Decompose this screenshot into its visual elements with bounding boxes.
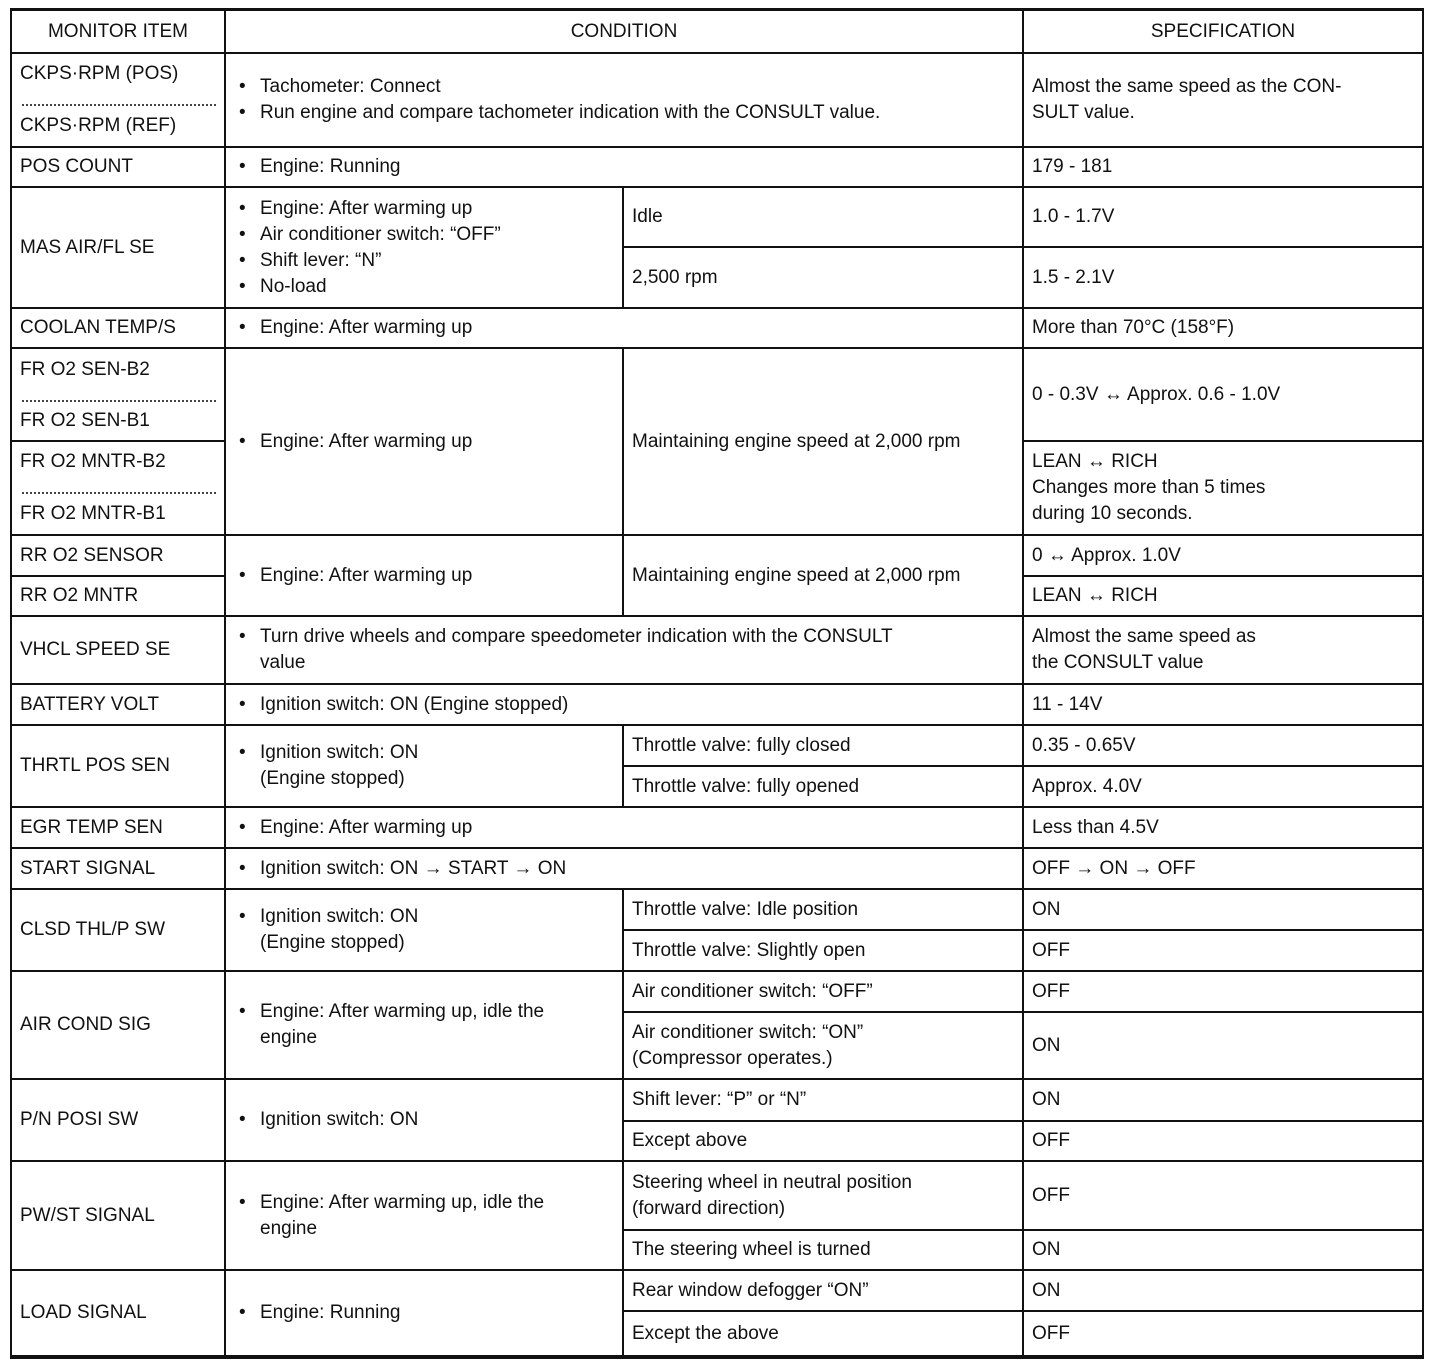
condition-start-signal: • Ignition switch: ON → START → ON <box>236 849 1016 888</box>
spec-load-except: OFF <box>1032 1322 1070 1344</box>
spec-vhcl-speed: Almost the same speed as the CONSULT value <box>1032 626 1256 673</box>
condition-coolant-temp: • Engine: After warming up <box>236 309 1016 347</box>
spec-mas-air-idle: 1.0 - 1.7V <box>1032 206 1115 227</box>
spec-fr-o2-mntr: LEAN ↔ RICH Changes more than 5 times during 10 seconds. <box>1032 451 1266 524</box>
item-fr-o2-mntr-b1: FR O2 MNTR-B1 <box>20 503 166 524</box>
item-battery-volt: BATTERY VOLT <box>20 693 160 715</box>
condition-pwst-signal: • Engine: After warming up, idle the engine <box>236 1162 620 1269</box>
condition-vhcl-speed: • Turn drive wheels and compare speedometer indication with the CONSULT value <box>236 617 1016 683</box>
condition-thrtl-pos: • Ignition switch: ON (Engine stopped) <box>236 726 620 806</box>
condition-rr-o2: • Engine: After warming up <box>236 536 620 615</box>
subcondition-mas-air-idle: Idle <box>632 206 663 227</box>
spec-battery-volt: 11 - 14V <box>1032 693 1103 715</box>
condition-load-signal: • Engine: Running <box>236 1271 620 1355</box>
item-egr-temp: EGR TEMP SEN <box>20 816 163 838</box>
dotted-divider <box>22 492 216 494</box>
spec-pos-count: 179 - 181 <box>1032 156 1113 177</box>
subcondition-pwst-neutral: Steering wheel in neutral position (forward direction) <box>632 1171 912 1219</box>
item-load-signal: LOAD SIGNAL <box>20 1302 147 1323</box>
subcondition-thrtl-opened: Throttle valve: fully opened <box>632 775 860 797</box>
condition-mas-air: • Engine: After warming up • Air conditioner switch: “OFF” • Shift lever: “N” • No-load <box>236 188 620 307</box>
item-air-cond-sig: AIR COND SIG <box>20 1014 151 1035</box>
spec-clsd-open: OFF <box>1032 939 1070 961</box>
header-condition: CONDITION <box>570 20 678 42</box>
item-mas-air: MAS AIR/FL SE <box>20 236 155 258</box>
spec-pwst-neutral: OFF <box>1032 1184 1070 1206</box>
item-vhcl-speed: VHCL SPEED SE <box>20 639 171 660</box>
spec-fr-o2-sen: 0 - 0.3V ↔ Approx. 0.6 - 1.0V <box>1032 383 1281 405</box>
subcondition-fr-o2: Maintaining engine speed at 2,000 rpm <box>632 430 961 452</box>
subcondition-air-cond-off: Air conditioner switch: “OFF” <box>632 980 873 1002</box>
spec-rr-o2-sensor: 0 ↔ Approx. 1.0V <box>1032 544 1181 566</box>
spec-thrtl-opened: Approx. 4.0V <box>1032 775 1142 797</box>
item-pos-count: POS COUNT <box>20 156 133 177</box>
condition-ckps: • Tachometer: Connect • Run engine and compare tachometer indication with the CONSULT value. <box>236 54 1016 146</box>
item-pwst-signal: PW/ST SIGNAL <box>20 1204 155 1226</box>
spec-air-cond-on: ON <box>1032 1034 1061 1056</box>
dotted-divider <box>22 104 216 106</box>
subcondition-mas-air-2500: 2,500 rpm <box>632 266 718 288</box>
condition-pn-posi: • Ignition switch: ON <box>236 1080 620 1160</box>
subcondition-load-defogger: Rear window defogger “ON” <box>632 1279 869 1301</box>
spec-rr-o2-mntr: LEAN ↔ RICH <box>1032 585 1158 606</box>
item-start-signal: START SIGNAL <box>20 857 156 879</box>
subcondition-rr-o2: Maintaining engine speed at 2,000 rpm <box>632 564 961 586</box>
item-fr-o2-mntr-b2: FR O2 MNTR-B2 <box>20 451 166 472</box>
item-fr-o2-sen-b1: FR O2 SEN-B1 <box>20 410 150 431</box>
item-ckps-ref: CKPS·RPM (REF) <box>20 115 177 136</box>
spec-egr-temp: Less than 4.5V <box>1032 816 1159 838</box>
item-ckps-pos: CKPS·RPM (POS) <box>20 63 179 84</box>
item-rr-o2-sensor: RR O2 SENSOR <box>20 544 164 566</box>
spec-pn-except: OFF <box>1032 1130 1070 1151</box>
condition-battery-volt: • Ignition switch: ON (Engine stopped) <box>236 685 1016 724</box>
subcondition-pwst-turned: The steering wheel is turned <box>632 1239 871 1260</box>
subcondition-load-except: Except the above <box>632 1322 779 1344</box>
item-pn-posi: P/N POSI SW <box>20 1109 139 1130</box>
col-divider-2 <box>622 348 624 616</box>
item-clsd-thl: CLSD THL/P SW <box>20 919 166 940</box>
subcondition-air-cond-on: Air conditioner switch: “ON” (Compressor operates.) <box>632 1021 864 1069</box>
spec-mas-air-2500: 1.5 - 2.1V <box>1032 266 1115 288</box>
dotted-divider <box>22 400 216 402</box>
item-thrtl-pos: THRTL POS SEN <box>20 755 170 776</box>
spec-start-signal: OFF → ON → OFF <box>1032 857 1196 879</box>
subcondition-thrtl-closed: Throttle valve: fully closed <box>632 734 851 756</box>
header-specification: SPECIFICATION <box>1150 20 1296 42</box>
header-monitor-item: MONITOR ITEM <box>47 20 189 42</box>
subcondition-clsd-open: Throttle valve: Slightly open <box>632 939 866 961</box>
subcondition-pn-except: Except above <box>632 1130 748 1151</box>
table-bottom-border <box>10 1355 1424 1359</box>
spec-thrtl-closed: 0.35 - 0.65V <box>1032 734 1136 756</box>
spec-ckps: Almost the same speed as the CON- SULT value. <box>1032 76 1342 123</box>
subcondition-clsd-idle: Throttle valve: Idle position <box>632 898 859 920</box>
condition-egr-temp: • Engine: After warming up <box>236 808 1016 847</box>
item-rr-o2-mntr: RR O2 MNTR <box>20 585 139 606</box>
spec-air-cond-off: OFF <box>1032 980 1070 1002</box>
item-coolant-temp: COOLAN TEMP/S <box>20 317 176 338</box>
spec-load-defogger: ON <box>1032 1279 1061 1301</box>
col-divider-2 <box>622 889 624 1357</box>
sub-row-divider <box>10 440 226 442</box>
spec-coolant-temp: More than 70°C (158°F) <box>1032 317 1235 338</box>
spec-pwst-turned: ON <box>1032 1239 1061 1260</box>
subcondition-pn-pn: Shift lever: “P” or “N” <box>632 1089 807 1110</box>
condition-fr-o2: • Engine: After warming up <box>236 349 620 534</box>
item-fr-o2-sen-b2: FR O2 SEN-B2 <box>20 359 150 380</box>
condition-pos-count: • Engine: Running <box>236 148 1016 186</box>
condition-clsd-thl: • Ignition switch: ON (Engine stopped) <box>236 890 620 970</box>
spec-pn-pn: ON <box>1032 1089 1061 1110</box>
condition-air-cond-sig: • Engine: After warming up, idle the engine <box>236 972 620 1078</box>
spec-clsd-idle: ON <box>1032 898 1061 920</box>
